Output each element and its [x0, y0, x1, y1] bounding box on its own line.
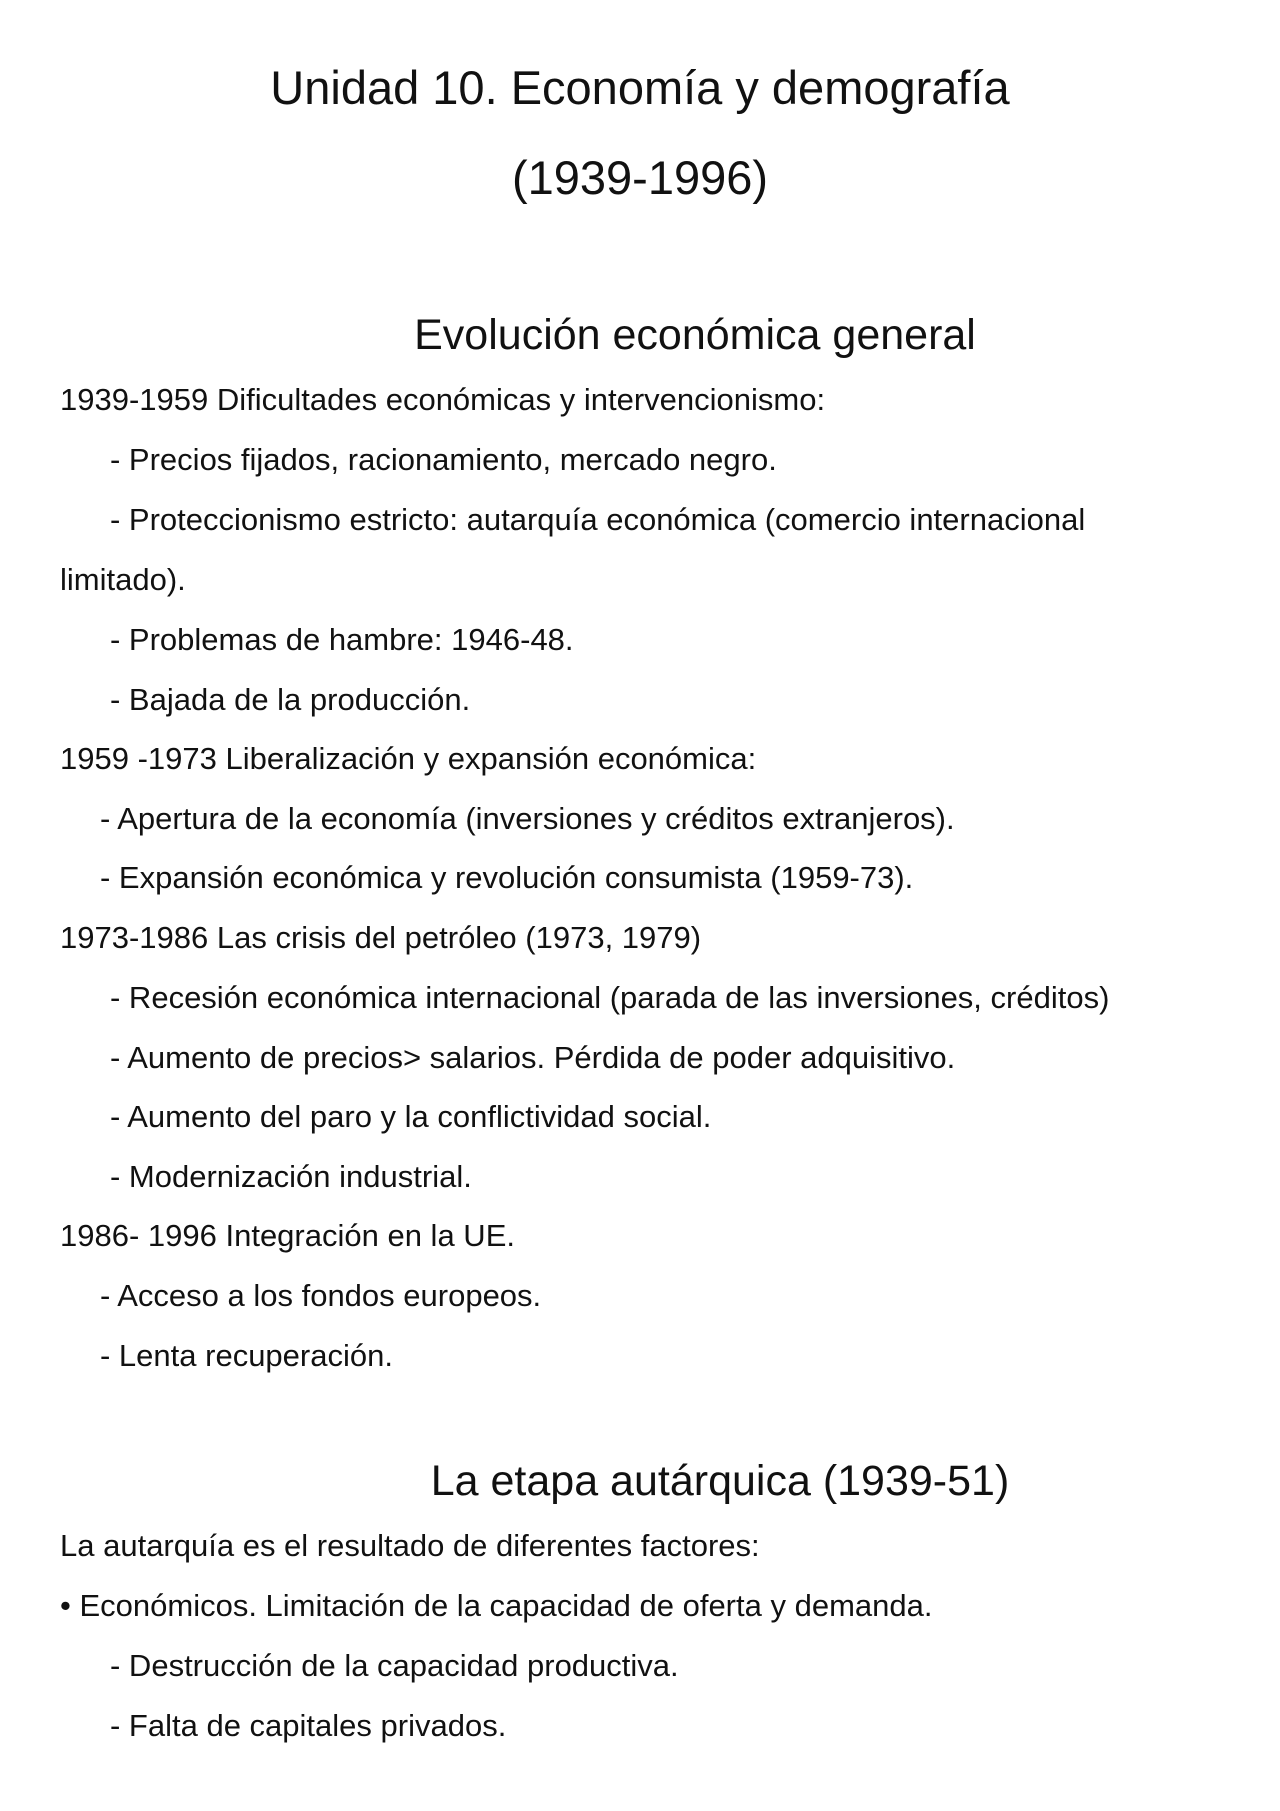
list-item: - Aumento de precios> salarios. Pérdida de poder adquisitivo.: [110, 1040, 956, 1075]
document-title-years: (1939-1996): [511, 151, 769, 204]
list-item: - Falta de capitales privados.: [110, 1708, 507, 1743]
intro-line: La autarquía es el resultado de diferentes factores:: [60, 1528, 760, 1563]
list-item: - Expansión económica y revolución consumista (1959-73).: [100, 860, 914, 895]
list-item: - Proteccionismo estricto: autarquía económica (comercio internacional: [110, 502, 1086, 537]
list-item: - Destrucción de la capacidad productiva.: [110, 1648, 679, 1683]
document-title: Unidad 10. Economía y demografía: [270, 61, 1010, 114]
list-item: - Recesión económica internacional (parada de las inversiones, créditos): [110, 980, 1110, 1015]
period-1959-1973: 1959 -1973 Liberalización y expansión económica:: [60, 741, 757, 776]
period-1939-1959: 1939-1959 Dificultades económicas y intervencionismo:: [60, 382, 826, 417]
list-item: - Lenta recuperación.: [100, 1338, 393, 1373]
list-item: - Problemas de hambre: 1946-48.: [110, 622, 574, 657]
period-1986-1996: 1986- 1996 Integración en la UE.: [60, 1218, 515, 1253]
list-item: - Apertura de la economía (inversiones y créditos extranjeros).: [100, 801, 955, 836]
list-item: - Bajada de la producción.: [110, 682, 471, 717]
period-1973-1986: 1973-1986 Las crisis del petróleo (1973, 1979): [60, 920, 702, 955]
list-item: - Precios fijados, racionamiento, mercado negro.: [110, 442, 777, 477]
bullet-item: • Económicos. Limitación de la capacidad de oferta y demanda.: [60, 1588, 933, 1623]
section-heading-autarquica: La etapa autárquica (1939-51): [430, 1457, 1010, 1505]
list-item-continuation: limitado).: [60, 562, 186, 597]
list-item: - Aumento del paro y la conflictividad social.: [110, 1099, 712, 1134]
list-item: - Acceso a los fondos europeos.: [100, 1278, 542, 1313]
list-item: - Modernización industrial.: [110, 1159, 472, 1194]
section-heading-evolucion: Evolución económica general: [414, 311, 976, 359]
